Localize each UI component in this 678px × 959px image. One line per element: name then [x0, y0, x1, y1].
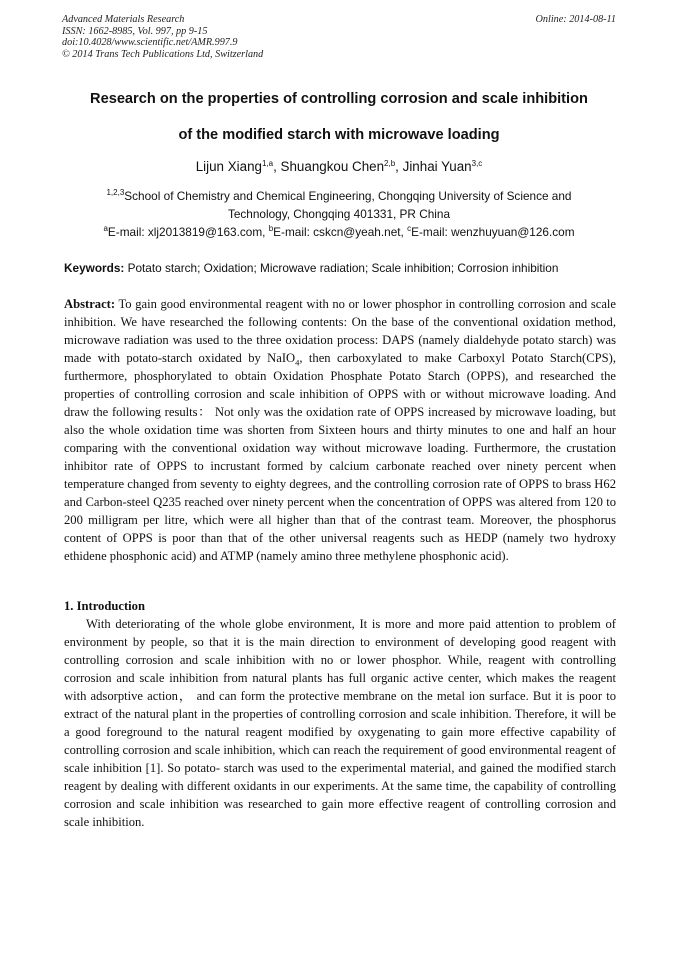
copyright-line: © 2014 Trans Tech Publications Ltd, Switzerland [62, 48, 264, 60]
email-mark: a [103, 224, 108, 233]
affiliation-line-1 [40, 188, 638, 205]
author-affiliation-mark: 2,b [384, 159, 396, 168]
author-name: Jinhai Yuan [402, 159, 472, 174]
journal-name: Advanced Materials Research [62, 14, 185, 25]
issn-line: ISSN: 1662-8985, Vol. 997, pp 9-15 [62, 25, 208, 37]
introduction-paragraph: With deteriorating of the whole globe environment, It is more and more paid attention to problem of environment by people, so that it is the main direction to environment of developing good reagent with controlling corrosion and scale inhibition with no or lower phosphor. While, reagent with controlling corrosion and scale inhibition from natural plants has full organic active center, which makes the reagent with adsorptive action， and can form the protective membrane on the metal ion surface. But it is poor to extract of the natural plant in the properties of controlling corrosion and scale inhibition. Therefore, it will be a good foreground to the natural reagent modified by oxygenating to gain more effective capability of controlling corrosion and scale inhibition, which can reach the requirement of good environmental reagent of scale inhibition [1]. So potato- starch was used to the experimental material, and gained the modified starch reagent by dealing with different oxidants in our experiments. At the same time, the capability of controlling corrosion and scale inhibition was researched to gain more effective reagent of controlling corrosion and scale inhibition. [64, 617, 616, 829]
keywords [64, 261, 616, 276]
affiliation-mark: 1,2,3 [106, 188, 125, 197]
author-name: Shuangkou Chen [280, 159, 385, 174]
affiliation-line-2: Technology, Chongqing 401331, PR China [227, 207, 451, 221]
abstract-text-2: , then carboxylated to make Carboxyl Potato Starch(CPS), furthermore, phosphorylated to obtain Oxidation Phosphate Potato Starch (OPPS), and researched the properties of controlling corrosion and scale inhibition of OPPS with or without microwave loading. And draw the following results： Not only was the oxidation rate of OPPS increased by microwave loading, but also the whole oxidation time was shorten from Sixteen hours and thirty minutes to one and half an hour comparing with the conventional oxidation way without microwave loading. Furthermore, the crustation inhibitor rate of OPPS to incrustant formed by calcium carbonate reached over ninety percent when temperature changed from seventy to eighty degrees, and the controlling corrosion rate of OPPS to brass H62 and Carbon-steel Q235 reached over ninety percent when the concentration of OPPS was altered from 120 to 200 milligram per litre, which were all higher than that of the contrast team. Moreover, the phosphorus content of OPPS is poor than that of the other universal reagents such as HEDP (namely two hydroxy ethidene phosphonic acid) and ATMP (namely amino three methylene phosphonic acid). [64, 351, 617, 563]
section-heading-introduction: 1. Introduction [64, 599, 145, 613]
email-c: E-mail: wenzhuyuan@126.com [411, 225, 575, 239]
email-a: E-mail: xlj2013819@163.com, [107, 225, 269, 239]
author-affiliation-mark: 1,a [261, 159, 274, 168]
abstract [64, 295, 616, 565]
keywords-label: Keywords: [64, 261, 125, 275]
paper-title-line-1: Research on the properties of controlling corrosion and scale inhibition [90, 91, 588, 107]
email-mark: b [268, 224, 274, 233]
email-line [40, 224, 638, 241]
abstract-label: Abstract: [64, 297, 116, 311]
abstract-subscript: 4 [295, 357, 300, 368]
doi-line: doi:10.4028/www.scientific.net/AMR.997.9 [62, 37, 238, 49]
email-b: E-mail: cskcn@yeah.net, [273, 225, 408, 239]
author-name: Lijun Xiang [195, 159, 262, 174]
keywords-text: Potato starch; Oxidation; Microwave radiation; Scale inhibition; Corrosion inhibition [124, 261, 559, 275]
author-affiliation-mark: 3,c [471, 159, 483, 168]
journal-header [62, 14, 616, 60]
affiliation-text: School of Chemistry and Chemical Engineering, Chongqing University of Science and [124, 189, 572, 203]
author-list: Lijun Xiang$^{1,a}$, Shuangkou Chen$^{2,b}$, Jinhai Yuan$^{3,c}$ [195, 159, 483, 174]
email-mark: c [407, 224, 412, 233]
paper-title-line-2: of the modified starch with microwave loading [178, 127, 500, 143]
online-date: Online: 2014-08-11 [535, 14, 616, 25]
abstract-text-1: To gain good environmental reagent with no or lower phosphor in controlling corrosion and scale inhibition. We have researched the following contents: On the base of the conventional oxidation method, microwave radiation was used to the three oxidation process: DAPS (namely dialdehyde potato starch) was made with potato-starch oxidated by NaIO [64, 297, 616, 365]
